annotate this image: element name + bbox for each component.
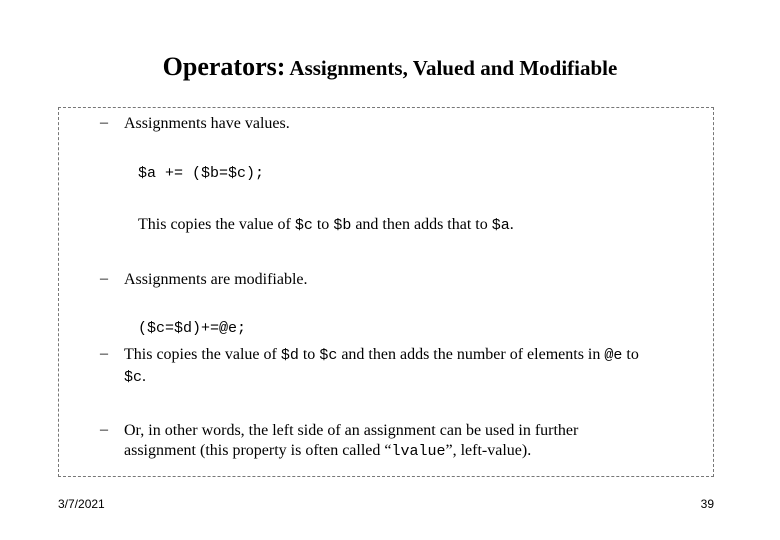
footer-page-number: 39	[700, 497, 714, 511]
code-line-2: ($c=$d)+=@e;	[138, 320, 247, 337]
bullet-lvalue-line1: Or, in other words, the left side of an assignment can be used in further	[124, 422, 579, 439]
bullet-lvalue-line2: assignment (this property is often called “lvalue”, left-value).	[124, 442, 532, 460]
bullet-dash: –	[100, 345, 108, 362]
slide-title	[0, 52, 780, 82]
bullet-copies-d-to-c-cont: $c.	[124, 368, 147, 386]
bullet-dash: –	[100, 270, 108, 287]
description-line-1: This copies the value of $c to $b and then adds that to $a.	[138, 216, 514, 234]
bullet-assignments-have-values: Assignments have values.	[124, 115, 290, 132]
bullet-copies-d-to-c: This copies the value of $d to $c and then adds the number of elements in @e to	[124, 346, 639, 364]
title-sub: Assignments, Valued and Modifiable	[289, 56, 618, 80]
bullet-assignments-modifiable: Assignments are modifiable.	[124, 271, 308, 288]
title-main: Operators:	[162, 52, 286, 81]
footer-date: 3/7/2021	[58, 497, 105, 511]
code-line-1: $a += ($b=$c);	[138, 165, 265, 182]
bullet-dash: –	[100, 421, 108, 438]
bullet-dash: –	[100, 114, 108, 131]
